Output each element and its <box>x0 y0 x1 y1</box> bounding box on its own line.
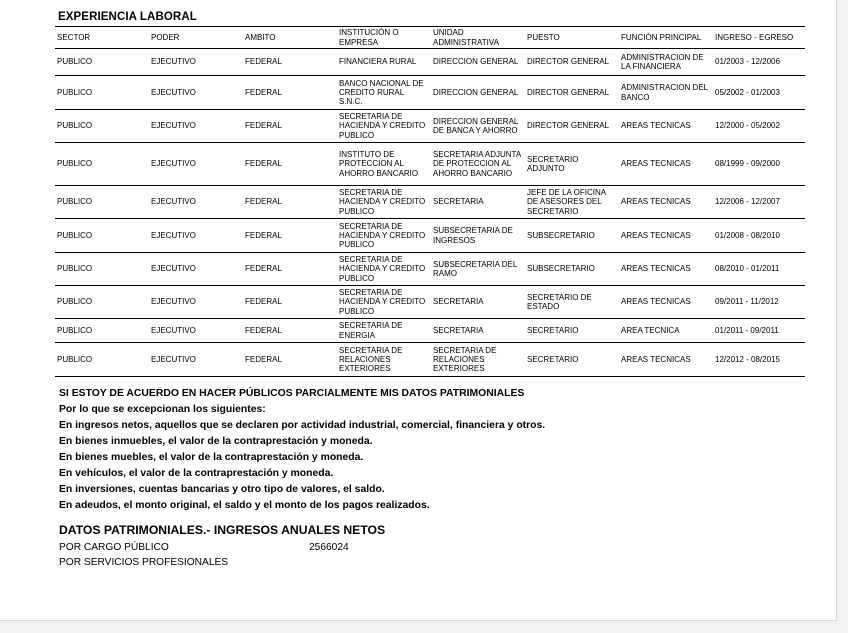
table-row <box>55 110 805 143</box>
table-row <box>55 219 805 253</box>
publicidad-line: En bienes muebles, el valor de la contraprestación y moneda. <box>59 452 364 463</box>
table-cell: SECRETARIO DE ESTADO <box>525 286 619 319</box>
table-cell: FEDERAL <box>243 253 337 286</box>
table-cell: DIRECCION GENERAL DE BANCA Y AHORRO <box>431 110 525 143</box>
table-cell: SECRETARIA DE HACIENDA Y CREDITO PUBLICO <box>337 253 431 286</box>
table-cell: 01/2011 - 09/2011 <box>713 319 805 343</box>
experiencia-table <box>55 26 805 377</box>
table-cell: 05/2002 - 01/2003 <box>713 76 805 110</box>
table-row <box>55 186 805 219</box>
table-cell: EJECUTIVO <box>149 76 243 110</box>
table-cell: AREAS TECNICAS <box>619 343 713 377</box>
cargo-publico-value: 2566024 <box>309 542 349 553</box>
table-cell: 01/2008 - 08/2010 <box>713 219 805 253</box>
table-cell: EJECUTIVO <box>149 219 243 253</box>
table-cell: EJECUTIVO <box>149 110 243 143</box>
table-cell: ADMINISTRACION DEL BANCO <box>619 76 713 110</box>
table-cell: 12/2012 - 08/2015 <box>713 343 805 377</box>
table-cell: SECRETARIA <box>431 286 525 319</box>
table-cell: SECRETARIO <box>525 343 619 377</box>
publicidad-line: En bienes inmuebles, el valor de la contraprestación y moneda. <box>59 436 373 447</box>
table-cell: AREAS TECNICAS <box>619 219 713 253</box>
table-cell: AREA TECNICA <box>619 319 713 343</box>
table-cell: DIRECCION GENERAL <box>431 49 525 76</box>
table-row <box>55 343 805 377</box>
table-cell: SUBSECRETARIA DEL RAMO <box>431 253 525 286</box>
header-cell: UNIDAD ADMINISTRATIVA <box>431 27 525 49</box>
table-cell: SECRETARIA <box>431 319 525 343</box>
header-cell: FUNCIÓN PRINCIPAL <box>619 27 713 49</box>
table-cell: EJECUTIVO <box>149 143 243 186</box>
header-cell: INGRESO - EGRESO <box>713 27 805 49</box>
table-cell: FEDERAL <box>243 286 337 319</box>
table-row <box>55 49 805 76</box>
cargo-publico-label: POR CARGO PÚBLICO <box>59 542 169 553</box>
table-cell: EJECUTIVO <box>149 253 243 286</box>
table-cell: AREAS TECNICAS <box>619 110 713 143</box>
table-cell: EJECUTIVO <box>149 49 243 76</box>
table-cell: SECRETARIO ADJUNTO <box>525 143 619 186</box>
table-row <box>55 76 805 110</box>
table-cell: AREAS TECNICAS <box>619 286 713 319</box>
table-cell: EJECUTIVO <box>149 286 243 319</box>
table-cell: FINANCIERA RURAL <box>337 49 431 76</box>
header-cell: AMBITO <box>243 27 337 49</box>
table-cell: DIRECTOR GENERAL <box>525 110 619 143</box>
table-cell: FEDERAL <box>243 49 337 76</box>
table-cell: PUBLICO <box>55 76 149 110</box>
table-cell: FEDERAL <box>243 186 337 219</box>
table-cell: AREAS TECNICAS <box>619 253 713 286</box>
experiencia-title: EXPERIENCIA LABORAL <box>58 11 197 23</box>
table-cell: EJECUTIVO <box>149 319 243 343</box>
table-cell: PUBLICO <box>55 253 149 286</box>
publicidad-line: SI ESTOY DE ACUERDO EN HACER PÚBLICOS PARCIALMENTE MIS DATOS PATRIMONIALES <box>59 388 525 399</box>
publicidad-line: En inversiones, cuentas bancarias y otro tipo de valores, el saldo. <box>59 484 385 495</box>
table-cell: EJECUTIVO <box>149 186 243 219</box>
header-cell: PODER <box>149 27 243 49</box>
header-cell: INSTITUCIÓN O EMPRESA <box>337 27 431 49</box>
table-cell: INSTITUTO DE PROTECCION AL AHORRO BANCARIO <box>337 143 431 186</box>
table-cell: SECRETARIA DE HACIENDA Y CREDITO PUBLICO <box>337 219 431 253</box>
header-cell: PUESTO <box>525 27 619 49</box>
table-cell: SECRETARIA DE ENERGIA <box>337 319 431 343</box>
table-cell: PUBLICO <box>55 143 149 186</box>
header-cell: SECTOR <box>55 27 149 49</box>
table-cell: SUBSECRETARIA DE INGRESOS <box>431 219 525 253</box>
table-cell: SUBSECRETARIO <box>525 219 619 253</box>
table-cell: FEDERAL <box>243 343 337 377</box>
table-cell: PUBLICO <box>55 49 149 76</box>
table-cell: SECRETARIA DE HACIENDA Y CREDITO PUBLICO <box>337 286 431 319</box>
patrimonio-title: DATOS PATRIMONIALES.- INGRESOS ANUALES NETOS <box>59 523 386 537</box>
table-cell: PUBLICO <box>55 110 149 143</box>
table-cell: SECRETARIA DE HACIENDA Y CREDITO PUBLICO <box>337 186 431 219</box>
table-cell: 08/1999 - 09/2000 <box>713 143 805 186</box>
table-header-row <box>55 27 805 49</box>
table-cell: ADMINISTRACION DE LA FINANCIERA <box>619 49 713 76</box>
publicidad-line: En adeudos, el monto original, el saldo y el monto de los pagos realizados. <box>59 500 430 511</box>
table-cell: DIRECTOR GENERAL <box>525 76 619 110</box>
table-cell: PUBLICO <box>55 286 149 319</box>
publicidad-line: En ingresos netos, aquellos que se declaren por actividad industrial, comercial, financiera y otros. <box>59 420 546 431</box>
table-cell: SECRETARIA <box>431 186 525 219</box>
table-cell: SECRETARIA ADJUNTA DE PROTECCION AL AHORRO BANCARIO <box>431 143 525 186</box>
table-row <box>55 253 805 286</box>
table-row <box>55 319 805 343</box>
table-cell: PUBLICO <box>55 219 149 253</box>
publicidad-line: En vehículos, el valor de la contraprestación y moneda. <box>59 468 334 479</box>
table-cell: AREAS TECNICAS <box>619 186 713 219</box>
table-cell: BANCO NACIONAL DE CREDITO RURAL S.N.C. <box>337 76 431 110</box>
table-row <box>55 143 805 186</box>
table-cell: FEDERAL <box>243 143 337 186</box>
table-cell: SUBSECRETARIO <box>525 253 619 286</box>
publicidad-block <box>59 386 799 514</box>
table-cell: EJECUTIVO <box>149 343 243 377</box>
table-cell: PUBLICO <box>55 343 149 377</box>
table-cell: DIRECCION GENERAL <box>431 76 525 110</box>
table-cell: 12/2000 - 05/2002 <box>713 110 805 143</box>
table-cell: 09/2011 - 11/2012 <box>713 286 805 319</box>
table-row <box>55 286 805 319</box>
table-cell: AREAS TECNICAS <box>619 143 713 186</box>
table-cell: PUBLICO <box>55 186 149 219</box>
table-cell: 08/2010 - 01/2011 <box>713 253 805 286</box>
publicidad-line: Por lo que se excepcionan los siguientes: <box>59 404 266 415</box>
bottom-margin <box>0 621 848 633</box>
table-cell: 12/2006 - 12/2007 <box>713 186 805 219</box>
table-cell: SECRETARIA DE HACIENDA Y CREDITO PUBLICO <box>337 110 431 143</box>
table-cell: SECRETARIA DE RELACIONES EXTERIORES <box>337 343 431 377</box>
table-cell: FEDERAL <box>243 219 337 253</box>
servicios-profesionales-label: POR SERVICIOS PROFESIONALES <box>59 557 229 568</box>
table-cell: FEDERAL <box>243 110 337 143</box>
table-cell: JEFE DE LA OFICINA DE ASESORES DEL SECRETARIO <box>525 186 619 219</box>
table-cell: FEDERAL <box>243 319 337 343</box>
table-cell: DIRECTOR GENERAL <box>525 49 619 76</box>
table-cell: 01/2003 - 12/2006 <box>713 49 805 76</box>
table-cell: SECRETARIA DE RELACIONES EXTERIORES <box>431 343 525 377</box>
table-cell: SECRETARIO <box>525 319 619 343</box>
table-cell: PUBLICO <box>55 319 149 343</box>
scrollbar-track[interactable] <box>837 0 848 633</box>
table-cell: FEDERAL <box>243 76 337 110</box>
